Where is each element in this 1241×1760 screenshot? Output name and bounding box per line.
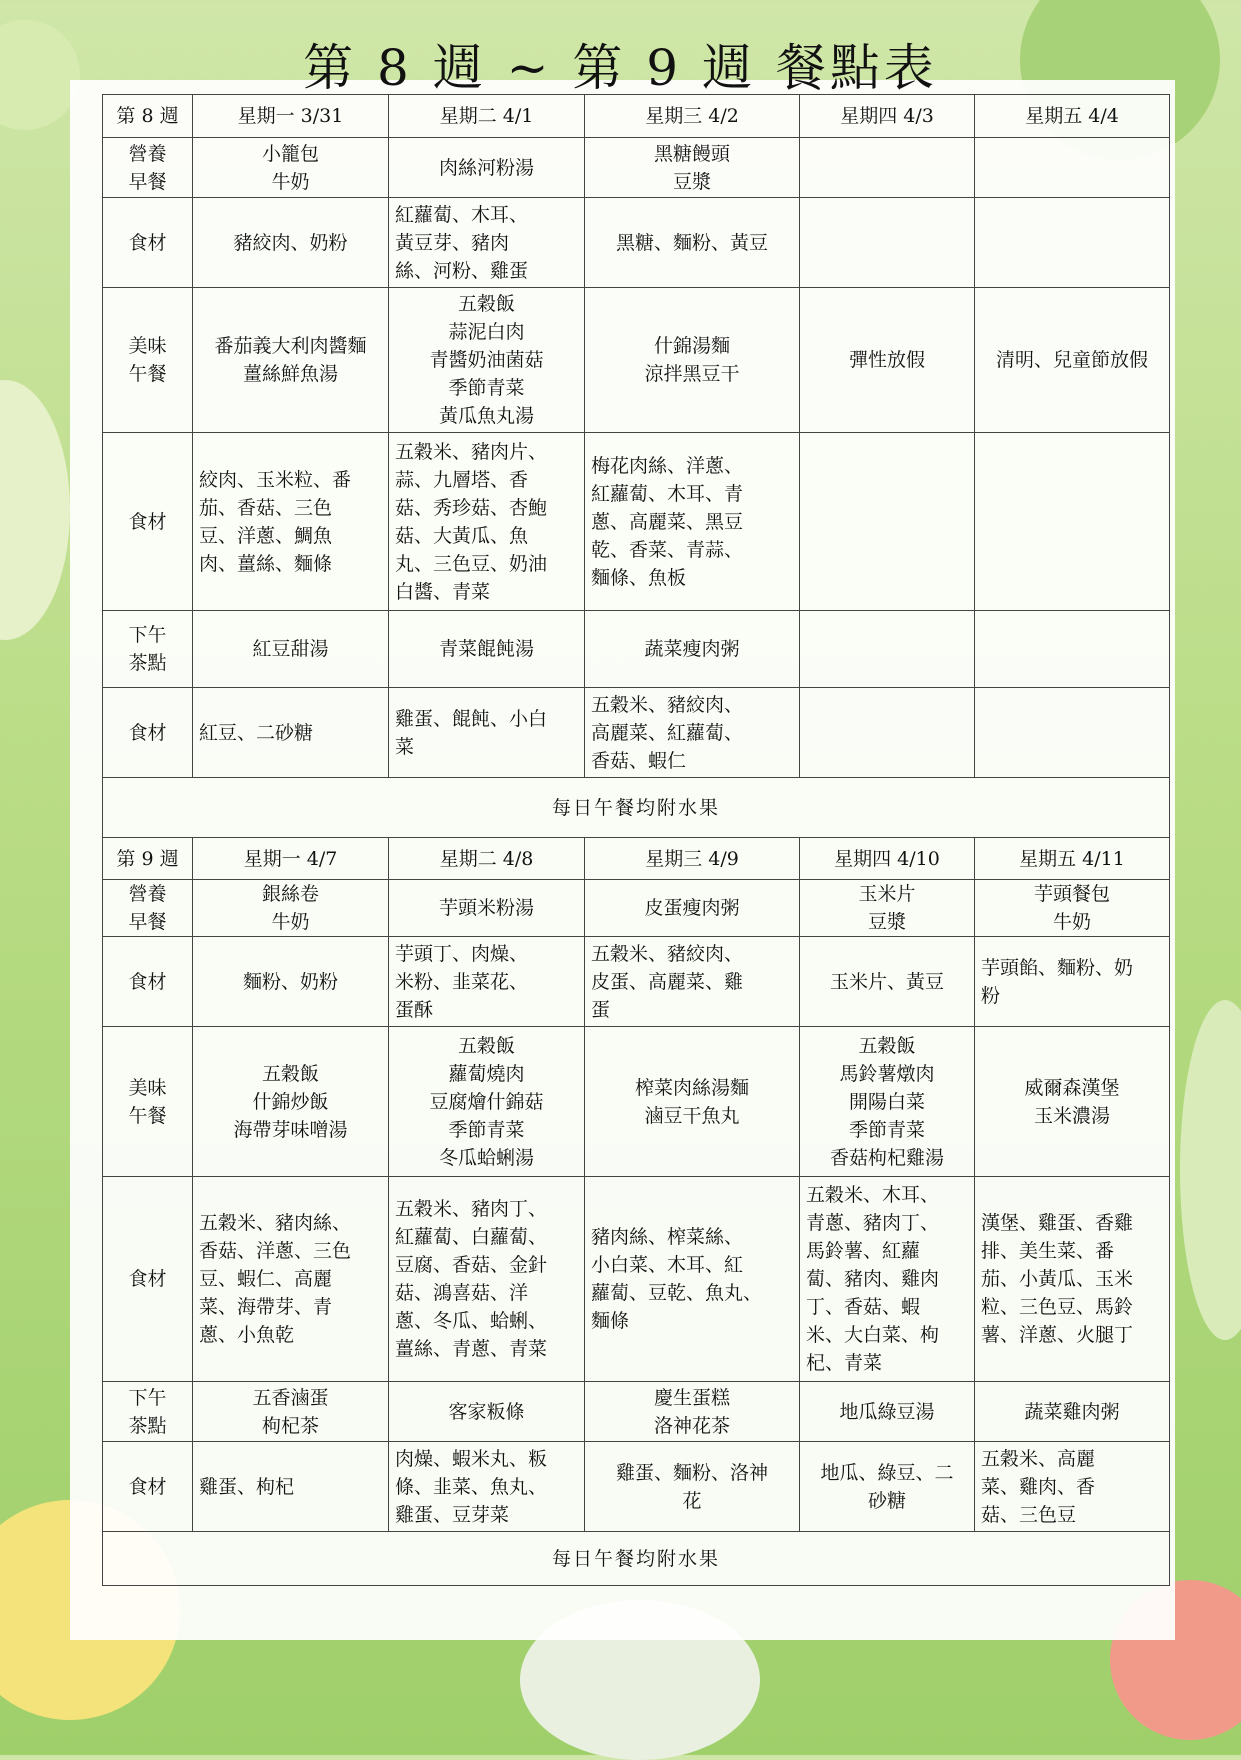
week-9-table — [102, 837, 1170, 1586]
row-label: 下午 茶點 — [103, 611, 193, 688]
week-8-table — [102, 94, 1170, 838]
meal-cell: 彈性放假 — [800, 288, 975, 433]
day-header: 星期一 3/31 — [193, 95, 389, 138]
breakfast-row — [103, 138, 1170, 198]
meal-cell: 五香滷蛋 枸杞茶 — [193, 1382, 389, 1442]
day-header: 星期五 4/4 — [975, 95, 1170, 138]
ingredient-cell: 絞肉、玉米粒、番 茄、香菇、三色 豆、洋蔥、鯛魚 肉、薑絲、麵條 — [193, 433, 389, 611]
day-header: 星期二 4/1 — [389, 95, 585, 138]
meal-cell — [975, 611, 1170, 688]
meal-cell: 榨菜肉絲湯麵 滷豆干魚丸 — [585, 1027, 800, 1177]
ingredient-cell — [975, 433, 1170, 611]
page-title: 第 8 週 ~ 第 9 週 餐點表 — [303, 39, 938, 97]
ingredients-row — [103, 937, 1170, 1027]
meal-cell: 威爾森漢堡 玉米濃湯 — [975, 1027, 1170, 1177]
snack-row — [103, 611, 1170, 688]
day-header: 星期三 4/9 — [585, 838, 800, 880]
ingredient-cell: 玉米片、黃豆 — [800, 937, 975, 1027]
ingredient-cell: 黑糖、麵粉、黃豆 — [585, 198, 800, 288]
ingredient-cell: 五穀米、高麗 菜、雞肉、香 菇、三色豆 — [975, 1442, 1170, 1532]
lunch-row — [103, 288, 1170, 433]
meal-cell: 芋頭餐包 牛奶 — [975, 880, 1170, 937]
ingredient-cell: 肉燥、蝦米丸、粄 條、韭菜、魚丸、 雞蛋、豆芽菜 — [389, 1442, 585, 1532]
row-label: 食材 — [103, 1177, 193, 1382]
ingredient-cell: 豬絞肉、奶粉 — [193, 198, 389, 288]
row-label: 美味 午餐 — [103, 288, 193, 433]
meal-cell: 五穀飯 馬鈴薯燉肉 開陽白菜 季節青菜 香菇枸杞雞湯 — [800, 1027, 975, 1177]
ingredients-row — [103, 1177, 1170, 1382]
day-header: 星期三 4/2 — [585, 95, 800, 138]
ingredient-cell — [975, 198, 1170, 288]
ingredients-row — [103, 433, 1170, 611]
day-header: 星期四 4/3 — [800, 95, 975, 138]
meal-cell: 客家粄條 — [389, 1382, 585, 1442]
ingredient-cell: 芋頭丁、肉燥、 米粉、韭菜花、 蛋酥 — [389, 937, 585, 1027]
meal-cell: 番茄義大利肉醬麵 薑絲鮮魚湯 — [193, 288, 389, 433]
ingredient-cell — [800, 433, 975, 611]
table-header-row — [103, 95, 1170, 138]
row-label: 食材 — [103, 433, 193, 611]
meal-cell: 五穀飯 蒜泥白肉 青醬奶油菌菇 季節青菜 黃瓜魚丸湯 — [389, 288, 585, 433]
meal-cell: 黑糖饅頭 豆漿 — [585, 138, 800, 198]
ingredients-row — [103, 688, 1170, 778]
row-label: 食材 — [103, 198, 193, 288]
meal-cell — [800, 611, 975, 688]
decor-bubble-left — [0, 380, 70, 640]
ingredients-row — [103, 198, 1170, 288]
ingredients-row — [103, 1442, 1170, 1532]
ingredient-cell: 五穀米、豬絞肉、 皮蛋、高麗菜、雞 蛋 — [585, 937, 800, 1027]
row-label: 食材 — [103, 1442, 193, 1532]
fruit-note: 每日午餐均附水果 — [103, 1532, 1170, 1586]
ingredient-cell: 漢堡、雞蛋、香雞 排、美生菜、番 茄、小黃瓜、玉米 粒、三色豆、馬鈴 薯、洋蔥、火腿丁 — [975, 1177, 1170, 1382]
ingredient-cell — [800, 688, 975, 778]
ingredient-cell: 地瓜、綠豆、二 砂糖 — [800, 1442, 975, 1532]
week-label: 第 9 週 — [103, 838, 193, 880]
meal-cell: 肉絲河粉湯 — [389, 138, 585, 198]
meal-cell: 蔬菜雞肉粥 — [975, 1382, 1170, 1442]
meal-cell: 蔬菜瘦肉粥 — [585, 611, 800, 688]
note-row — [103, 778, 1170, 838]
meal-cell: 銀絲卷 牛奶 — [193, 880, 389, 937]
snack-row — [103, 1382, 1170, 1442]
meal-cell — [800, 138, 975, 198]
meal-cell: 皮蛋瘦肉粥 — [585, 880, 800, 937]
meal-cell: 什錦湯麵 涼拌黑豆干 — [585, 288, 800, 433]
ingredient-cell: 五穀米、豬肉絲、 香菇、洋蔥、三色 豆、蝦仁、高麗 菜、海帶芽、青 蔥、小魚乾 — [193, 1177, 389, 1382]
meal-cell: 青菜餛飩湯 — [389, 611, 585, 688]
day-header: 星期二 4/8 — [389, 838, 585, 880]
table-header-row — [103, 838, 1170, 880]
meal-cell: 紅豆甜湯 — [193, 611, 389, 688]
ingredient-cell: 梅花肉絲、洋蔥、 紅蘿蔔、木耳、青 蔥、高麗菜、黑豆 乾、香菜、青蒜、 麵條、魚板 — [585, 433, 800, 611]
day-header: 星期四 4/10 — [800, 838, 975, 880]
ingredient-cell: 麵粉、奶粉 — [193, 937, 389, 1027]
ingredient-cell: 雞蛋、麵粉、洛神 花 — [585, 1442, 800, 1532]
decor-bubble-right — [1180, 1000, 1241, 1340]
ingredient-cell: 五穀米、木耳、 青蔥、豬肉丁、 馬鈴薯、紅蘿 蔔、豬肉、雞肉 丁、香菇、蝦 米、大白菜、枸 杞、青菜 — [800, 1177, 975, 1382]
ingredient-cell: 雞蛋、枸杞 — [193, 1442, 389, 1532]
row-label: 食材 — [103, 937, 193, 1027]
lunch-row — [103, 1027, 1170, 1177]
note-row — [103, 1532, 1170, 1586]
ingredient-cell: 芋頭餡、麵粉、奶 粉 — [975, 937, 1170, 1027]
row-label: 下午 茶點 — [103, 1382, 193, 1442]
day-header: 星期一 4/7 — [193, 838, 389, 880]
ingredient-cell: 五穀米、豬肉片、 蒜、九層塔、香 菇、秀珍菇、杏鮑 菇、大黃瓜、魚 丸、三色豆、奶油 白醬、青菜 — [389, 433, 585, 611]
meal-cell: 五穀飯 什錦炒飯 海帶芽味噌湯 — [193, 1027, 389, 1177]
row-label: 美味 午餐 — [103, 1027, 193, 1177]
meal-cell — [975, 138, 1170, 198]
meal-cell: 小籠包 牛奶 — [193, 138, 389, 198]
ingredient-cell: 五穀米、豬絞肉、 高麗菜、紅蘿蔔、 香菇、蝦仁 — [585, 688, 800, 778]
fruit-note: 每日午餐均附水果 — [103, 778, 1170, 838]
ingredient-cell: 豬肉絲、榨菜絲、 小白菜、木耳、紅 蘿蔔、豆乾、魚丸、 麵條 — [585, 1177, 800, 1382]
ingredient-cell — [800, 198, 975, 288]
ingredient-cell: 五穀米、豬肉丁、 紅蘿蔔、白蘿蔔、 豆腐、香菇、金針 菇、鴻喜菇、洋 蔥、冬瓜、蛤蜊、 薑絲、青蔥、青菜 — [389, 1177, 585, 1382]
ingredient-cell: 雞蛋、餛飩、小白 菜 — [389, 688, 585, 778]
meal-cell: 芋頭米粉湯 — [389, 880, 585, 937]
ingredient-cell: 紅豆、二砂糖 — [193, 688, 389, 778]
day-header: 星期五 4/11 — [975, 838, 1170, 880]
row-label: 營養 早餐 — [103, 880, 193, 937]
meal-cell: 清明、兒童節放假 — [975, 288, 1170, 433]
meal-cell: 玉米片 豆漿 — [800, 880, 975, 937]
breakfast-row — [103, 880, 1170, 937]
meal-cell: 地瓜綠豆湯 — [800, 1382, 975, 1442]
meal-cell: 五穀飯 蘿蔔燒肉 豆腐燴什錦菇 季節青菜 冬瓜蛤蜊湯 — [389, 1027, 585, 1177]
ingredient-cell — [975, 688, 1170, 778]
week-label: 第 8 週 — [103, 95, 193, 138]
row-label: 營養 早餐 — [103, 138, 193, 198]
ingredient-cell: 紅蘿蔔、木耳、 黃豆芽、豬肉 絲、河粉、雞蛋 — [389, 198, 585, 288]
meal-cell: 慶生蛋糕 洛神花茶 — [585, 1382, 800, 1442]
row-label: 食材 — [103, 688, 193, 778]
